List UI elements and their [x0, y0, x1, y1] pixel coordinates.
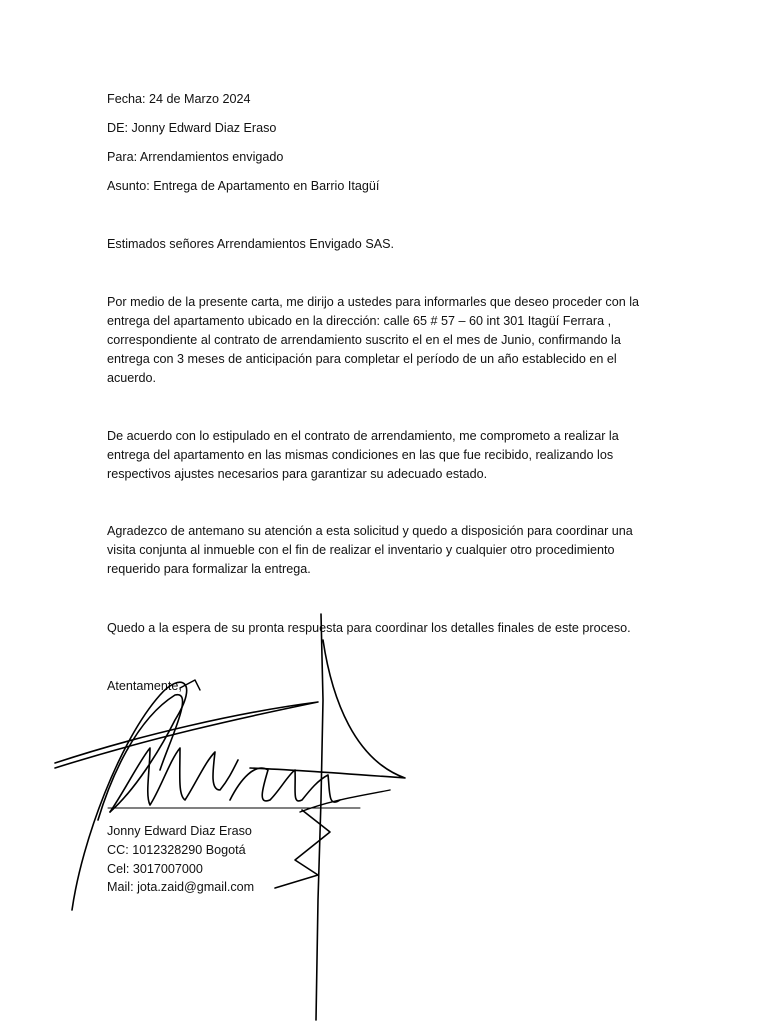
signer-cel: Cel: 3017007000	[107, 862, 203, 876]
signer-name: Jonny Edward Diaz Eraso	[107, 824, 252, 838]
paragraph-3: Agradezco de antemano su atención a esta solicitud y quedo a disposición para coordinar una visita conjunta al inmueble con el fin de realizar el inventario y cualquier otro procedimiento requerido para formalizar la entrega.	[107, 524, 633, 576]
paragraph-1: Por medio de la presente carta, me dirijo a ustedes para informarles que deseo proceder con la entrega del apartamento ubicado en la dirección: calle 65 # 57 – 60 int 301 Itagüí Ferrara , correspondiente al contrato de arrendamiento suscrito el en el mes de Junio, confirmando la entrega con 3 meses de anticipación para completar el período de un año establecido en el acuerdo.	[107, 295, 640, 385]
recipient-line: Para: Arrendamientos envigado	[107, 150, 284, 164]
signer-cc: CC: 1012328290 Bogotá	[107, 843, 246, 857]
greeting: Estimados señores Arrendamientos Envigado SAS.	[107, 237, 395, 251]
date-line: Fecha: 24 de Marzo 2024	[107, 92, 251, 106]
subject-line: Asunto: Entrega de Apartamento en Barrio Itagüí	[107, 179, 380, 193]
paragraph-4: Quedo a la espera de su pronta respuesta para coordinar los detalles finales de este proceso.	[107, 621, 631, 635]
paragraph-2: De acuerdo con lo estipulado en el contrato de arrendamiento, me comprometo a realizar la entrega del apartamento en las mismas condiciones en las que fue recibido, realizando los respectivos ajustes necesarios para garantizar su adecuado estado.	[107, 429, 619, 481]
sender-line: DE: Jonny Edward Diaz Eraso	[107, 121, 277, 135]
closing-salutation: Atentamente,	[107, 679, 182, 693]
signer-mail: Mail: jota.zaid@gmail.com	[107, 880, 255, 894]
